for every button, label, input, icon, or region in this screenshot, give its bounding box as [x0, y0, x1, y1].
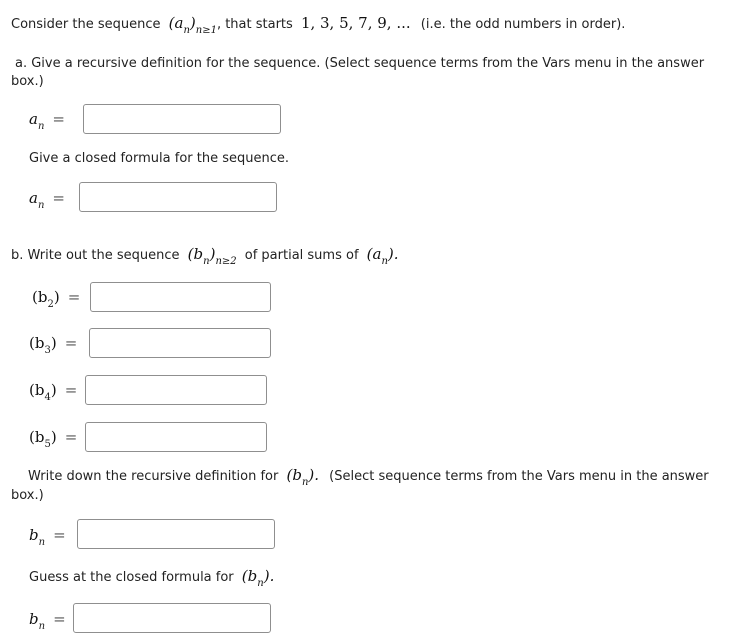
part-a-recursive-label: $a_n$ = [29, 110, 65, 132]
part-a-recursive-prompt: a. Give a recursive definition for the sequence. (Select sequence terms from the Vars menu in the answer box.) [11, 56, 705, 89]
part-b-term-input-b4[interactable] [85, 375, 267, 405]
part-b-term-input-b3[interactable] [89, 328, 271, 358]
part-b-recursive-label: $b_n$ = [29, 526, 66, 548]
intro-terms: 1, 3, 5, 7, 9, ... [300, 14, 411, 32]
part-b-prompt-seq: $(b_n)_{n\ge 2}$ [187, 245, 237, 267]
intro-seq-math: $(a_n)_{n\ge 1}$ [168, 14, 217, 36]
intro-line [11, 14, 625, 35]
part-a-closed-input[interactable] [79, 182, 277, 212]
part-b-term-label-b3: $(b_3)$ = [29, 334, 78, 356]
part-b-closed-prompt: Guess at the closed formula for $(b_n)$. [29, 567, 275, 589]
part-b-closed-label: $b_n$ = [29, 610, 66, 632]
part-b-closed-input[interactable] [73, 603, 271, 633]
part-b-term-label-b5: $(b_5)$ = [29, 428, 78, 450]
part-b-term-input-b5[interactable] [85, 422, 267, 452]
part-b-term-input-b2[interactable] [90, 282, 271, 312]
part-b-prompt-after: of partial sums of [244, 248, 359, 263]
part-b-prompt [11, 245, 399, 266]
part-a-closed-label: $a_n$ = [29, 189, 65, 211]
part-b-recursive-input[interactable] [77, 519, 275, 549]
part-b-term-label-b4: $(b_4)$ = [29, 381, 78, 403]
part-b-prompt-before: b. Write out the sequence [11, 248, 180, 263]
intro-text-after: (i.e. the odd numbers in order). [420, 17, 626, 32]
part-b-recursive-prompt: Write down the recursive definition for $(b_n)$. (Select sequence terms from the Vars menu in the answer box.) [11, 466, 709, 503]
intro-text-mid: , that starts [216, 17, 293, 32]
part-b-term-label-b2: $(b_2)$ = [32, 288, 81, 310]
intro-text-before: Consider the sequence [11, 17, 161, 32]
part-a-closed-prompt: Give a closed formula for the sequence. [29, 151, 289, 166]
part-a-recursive-input[interactable] [83, 104, 281, 134]
part-b-prompt-of: $(a_n)$. [366, 245, 399, 267]
